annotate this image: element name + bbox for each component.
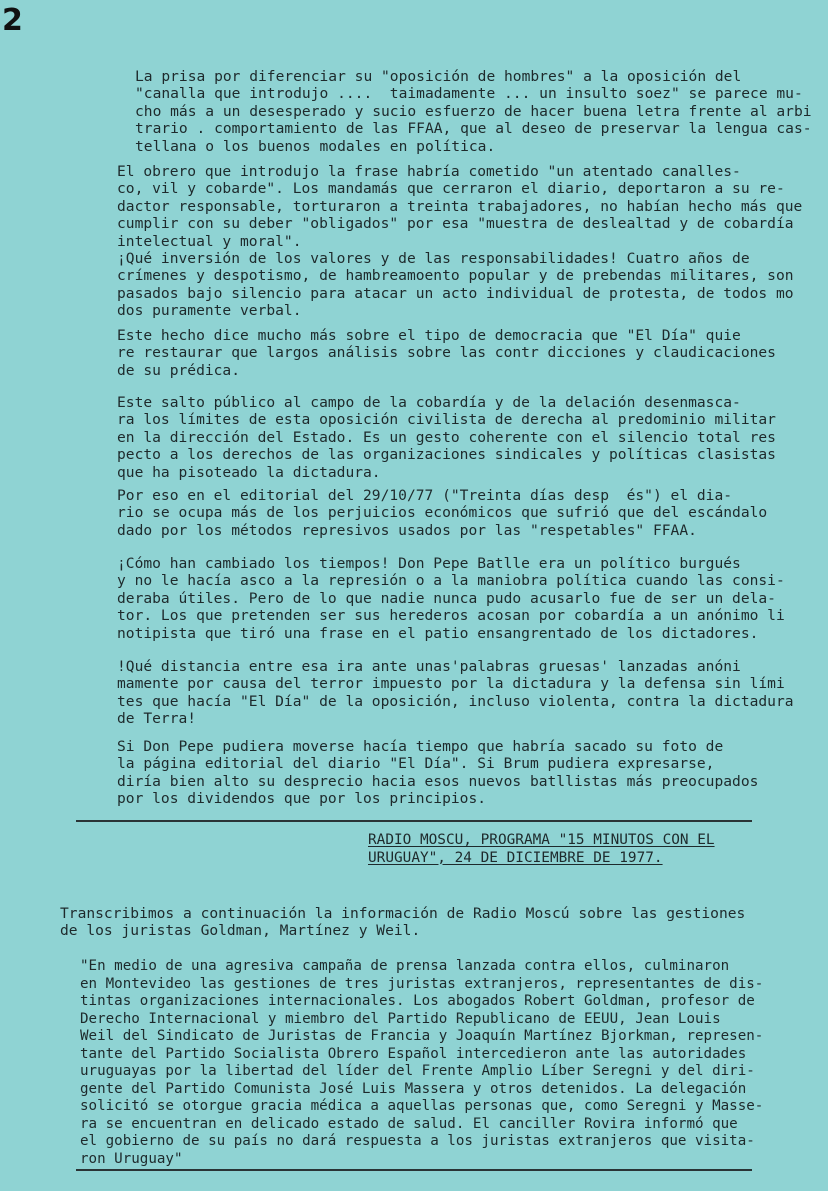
source-heading: RADIO MOSCU, PROGRAMA "15 MINUTOS CON EL URUGUAY", 24 DE DICIEMBRE DE 1977. (368, 832, 715, 866)
section-divider (76, 820, 752, 822)
paragraph-3: ¡Qué inversión de los valores y de las responsabilidades! Cuatro años de crímenes y despotismo, de hambreamoento popular y de prebendas militares, son pasados bajo silencio para atacar un acto individual de protesta, de todos mo dos puramente verbal. (117, 250, 794, 320)
paragraph-5: Este salto público al campo de la cobardía y de la delación desenmasca- ra los límites de esta oposición civilista de derecha al predominio militar en la dirección del Estado. Es un gesto coherente con el silencio total res pecto a los derechos de las organizaciones sindicales y políticas clasistas que ha pisoteado la dictadura. (117, 394, 776, 481)
bottom-divider (76, 1169, 752, 1171)
page-number: 2 (2, 3, 23, 38)
paragraph-8: !Qué distancia entre esa ira ante unas'palabras gruesas' lanzadas anóni mamente por causa del terror impuesto por la dictadura y la defensa sin lími tes que hacía "El Día" de la oposición, incluso violenta, contra la dictadura de Terra! (117, 658, 794, 728)
paragraph-6: Por eso en el editorial del 29/10/77 ("Treinta días desp és") el dia- rio se ocupa más de los perjuicios económicos que sufrió que del escándalo dado por los métodos represivos usados por las "respetables" FFAA. (117, 487, 768, 539)
radio-quote: "En medio de una agresiva campaña de prensa lanzada contra ellos, culminaron en Montevideo las gestiones de tres juristas extranjeros, representantes de dis- tintas organizaciones internacionales. Los abogados Robert Goldman, profesor de Derecho Internacional y miembro del Partido Republicano de EEUU, Jean Louis Weil del Sindicato de Juristas de Francia y Joaquín Martínez Bjorkman, represen- tante del Partido Socialista Obrero Español intercedieron ante las autoridades uruguayas por la libertad del líder del Frente Amplio Líber Seregni y del diri- gente del Partido Comunista José Luis Massera y otros detenidos. La delegación solicitó se otorgue gracia médica a aquellas personas que, como Seregni y Masse- ra se encuentran en delicado estado de salud. El canciller Rovira informó que el gobierno de su país no dará respuesta a los juristas extranjeros que visita- ron Uruguay" (80, 958, 764, 1167)
paragraph-2: El obrero que introdujo la frase habría cometido "un atentado canalles- co, vil y cobarde". Los mandamás que cerraron el diario, deportaron a su re- dactor responsable, torturaron a treinta trabajadores, no habían hecho más que cumplir con su deber "obligados" por esa "muestra de deslealtad y de cobardía intelectual y moral". (117, 163, 803, 250)
paragraph-9: Si Don Pepe pudiera moverse hacía tiempo que habría sacado su foto de la página editorial del diario "El Día". Si Brum pudiera expresarse, diría bien alto su desprecio hacia esos nuevos batllistas más preocupados por los dividendos que por los principios. (117, 738, 759, 808)
paragraph-4: Este hecho dice mucho más sobre el tipo de democracia que "El Día" quie re restaurar que largos análisis sobre las contr dicciones y claudicaciones de su prédica. (117, 327, 776, 379)
paragraph-1: La prisa por diferenciar su "oposición de hombres" a la oposición del "canalla que introdujo .... taimadamente ... un insulto soez" se parece mu- cho más a un desesperado y sucio esfuerzo de hacer buena letra frente al arbi trario . comportamiento de las FFAA, que al deseo de preservar la lengua cas- tellana o los buenos modales en política. (135, 68, 812, 155)
intro-paragraph: Transcribimos a continuación la información de Radio Moscú sobre las gestiones de los juristas Goldman, Martínez y Weil. (60, 905, 746, 940)
paragraph-7: ¡Cómo han cambiado los tiempos! Don Pepe Batlle era un político burgués y no le hacía asco a la represión o a la maniobra política cuando las consi- deraba útiles. Pero de lo que nadie nunca pudo acusarlo fue de ser un dela- tor. Los que pretenden ser sus herederos acosan por cobardía a un anónimo li notipista que tiró una frase en el patio ensangrentado de los dictadores. (117, 555, 785, 642)
